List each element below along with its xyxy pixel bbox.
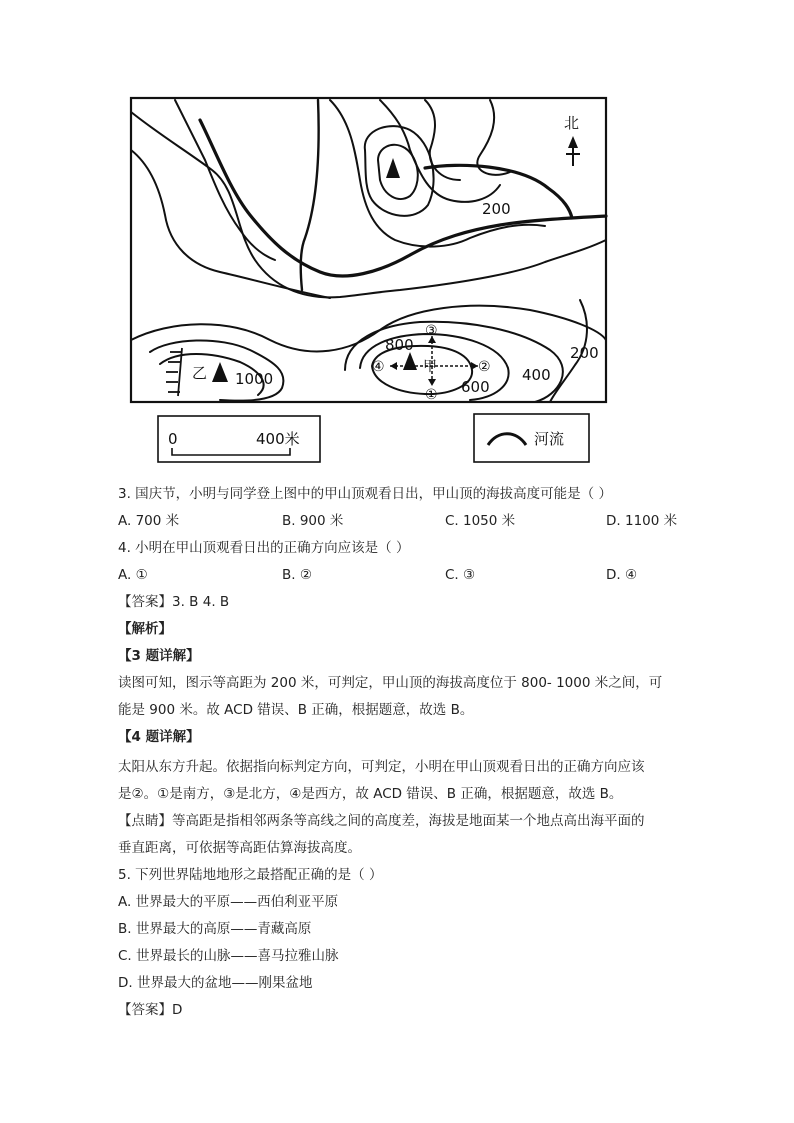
- q4-option-c: C. ③: [445, 567, 476, 583]
- contour-label-200-right: 200: [570, 344, 599, 362]
- q3-option-a: A. 700 米: [118, 513, 180, 529]
- legend-river-icon: [488, 434, 526, 445]
- q3-option-d: D. 1100 米: [606, 513, 678, 529]
- contour-line: [365, 126, 434, 216]
- peak-triangle-jia: [403, 352, 417, 370]
- q5-option-d: D. 世界最大的盆地——刚果盆地: [118, 975, 313, 991]
- q4-detail-tag: 【4 题详解】: [118, 729, 200, 745]
- contour-line: [477, 100, 510, 175]
- north-arrow-head: [568, 136, 578, 148]
- q4-option-b: B. ②: [282, 567, 312, 583]
- q5-option-b: B. 世界最大的高原——青藏高原: [118, 921, 312, 937]
- q3-option-b: B. 900 米: [282, 513, 344, 529]
- q4-stem: 4. 小明在甲山顶观看日出的正确方向应该是（ ）: [118, 540, 410, 556]
- contour-label-200-top: 200: [482, 200, 511, 218]
- peak-triangle-north: [386, 158, 400, 178]
- tip-line-2: 垂直距离，可依据等高距估算海拔高度。: [118, 840, 361, 856]
- direction-label-1: ①: [425, 387, 438, 403]
- answer-line: 【答案】3. B 4. B: [118, 594, 230, 610]
- peak-label-jia: 甲: [423, 359, 437, 375]
- peak-label-yi: 乙: [192, 364, 208, 382]
- direction-label-4: ④: [372, 359, 385, 375]
- contour-label-1000: 1000: [235, 370, 274, 388]
- direction-label-3: ③: [425, 323, 438, 339]
- q3-detail-tag: 【3 题详解】: [118, 648, 200, 664]
- peak-triangle-yi: [212, 362, 228, 382]
- q3-detail-line-2: 能是 900 米。故 ACD 错误、B 正确，根据题意，故选 B。: [118, 702, 474, 718]
- contour-label-600: 600: [461, 378, 490, 396]
- contour-line: [378, 145, 418, 199]
- q5-option-c: C. 世界最长的山脉——喜马拉雅山脉: [118, 948, 339, 964]
- scale-start: 0: [168, 430, 178, 448]
- q3-option-c: C. 1050 米: [445, 513, 516, 529]
- q4-detail-line-2: 是②。①是南方，③是北方，④是西方，故 ACD 错误、B 正确，根据题意，故选 B。: [118, 786, 623, 802]
- arrow-head: [428, 379, 436, 386]
- scale-bar: [172, 448, 290, 455]
- arrow-head: [390, 362, 397, 370]
- contour-line: [175, 100, 275, 260]
- map-frame: [131, 98, 606, 402]
- direction-label-2: ②: [478, 359, 491, 375]
- scale-end: 400米: [256, 430, 300, 448]
- q4-option-a: A. ①: [118, 567, 148, 583]
- river-line: [301, 100, 319, 290]
- contour-map: [0, 0, 794, 480]
- contour-label-400: 400: [522, 366, 551, 384]
- legend-box: [474, 414, 589, 462]
- q4-option-d: D. ④: [606, 567, 638, 583]
- q5-option-a: A. 世界最大的平原——西伯利亚平原: [118, 894, 339, 910]
- arrow-head: [471, 362, 478, 370]
- analysis-tag: 【解析】: [118, 621, 172, 637]
- q3-detail-line-1: 读图可知，图示等高距为 200 米，可判定，甲山顶的海拔高度位于 800- 1000 米之间，可: [118, 675, 663, 691]
- north-label: 北: [564, 114, 580, 132]
- legend-river-label: 河流: [534, 430, 565, 448]
- contour-line: [131, 306, 606, 352]
- tip-line-1: 【点睛】等高距是指相邻两条等高线之间的高度差，海拔是地面某一个地点高出海平面的: [118, 813, 645, 829]
- q3-stem: 3. 国庆节，小明与同学登上图中的甲山顶观看日出，甲山顶的海拔高度可能是（ ）: [118, 486, 612, 502]
- contour-label-800: 800: [385, 336, 414, 354]
- q4-detail-line-1: 太阳从东方升起。依据指向标判定方向，可判定，小明在甲山顶观看日出的正确方向应该: [118, 759, 645, 775]
- answer-5: 【答案】D: [118, 1002, 183, 1018]
- q5-stem: 5. 下列世界陆地地形之最搭配正确的是（ ）: [118, 867, 383, 883]
- contour-line: [131, 112, 606, 297]
